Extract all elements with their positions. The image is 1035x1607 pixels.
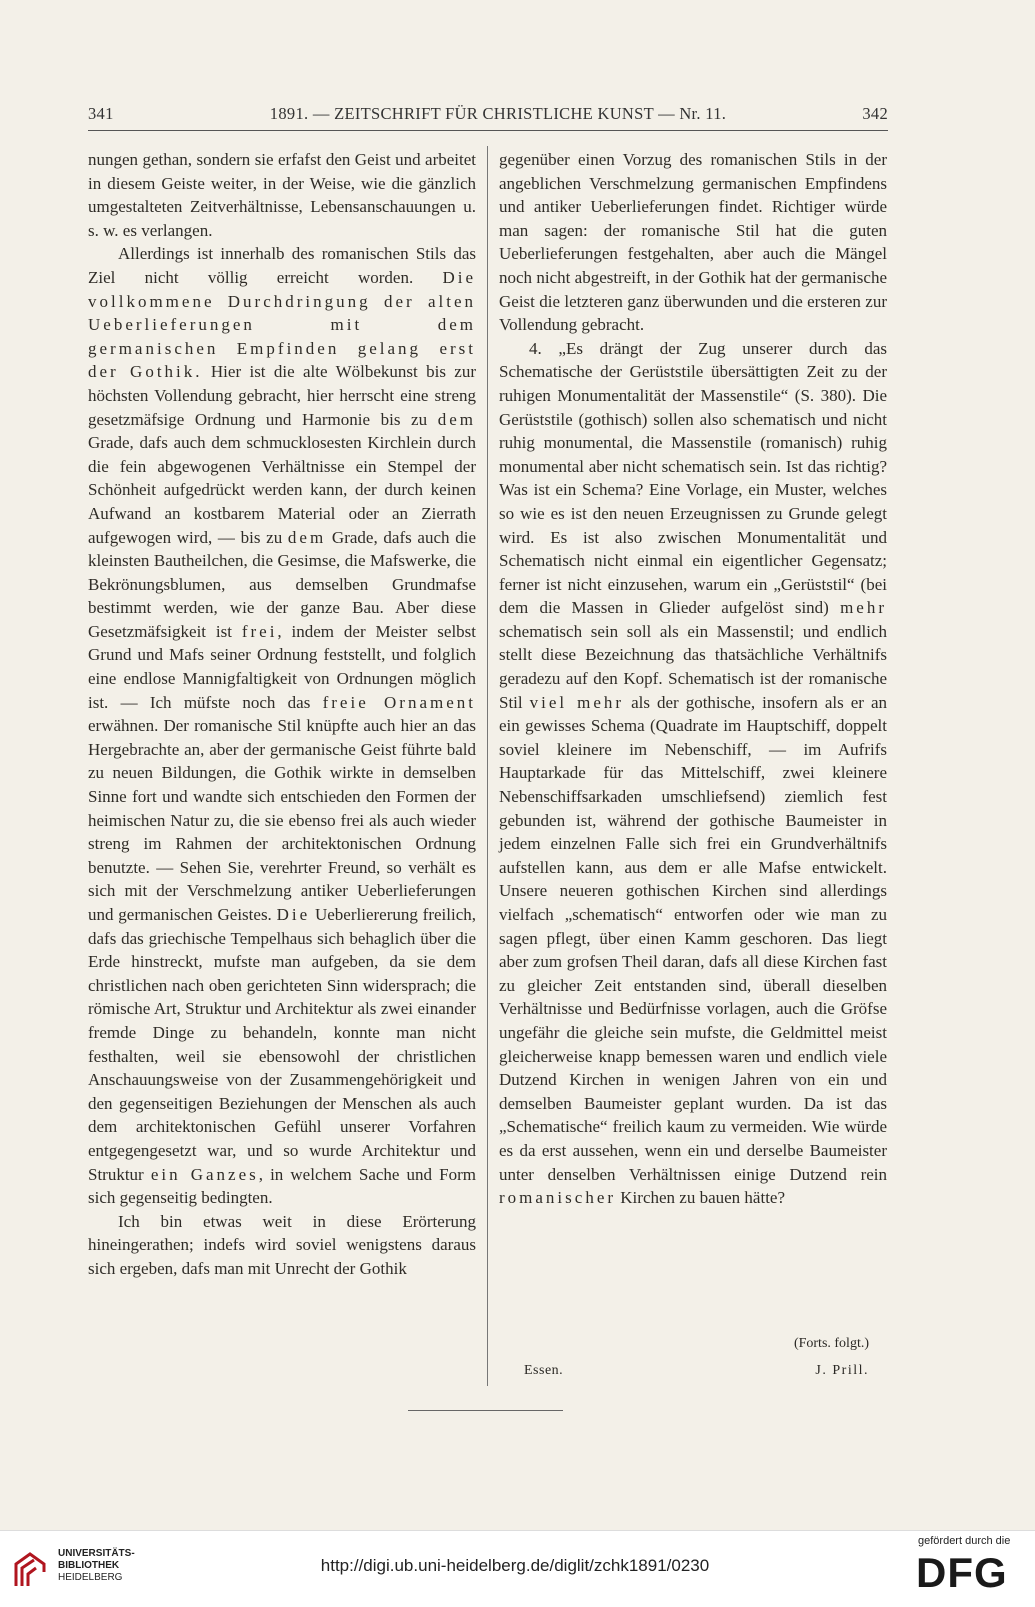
text-run: , in welchem Sache und Form sich gegenseitig bedingten. — [88, 1164, 476, 1208]
permalink-url[interactable]: http://digi.ub.uni-heidelberg.de/diglit/zchk1891/0230 — [320, 1556, 710, 1575]
journal-title: 1891. — ZEITSCHRIFT FÜR CHRISTLICHE KUNST — Nr. 11. — [269, 104, 727, 123]
library-logo-icon[interactable] — [12, 1550, 48, 1590]
spaced-text: romanischer — [499, 1188, 617, 1208]
signature-author: J. Prill. — [815, 1363, 869, 1378]
running-header — [88, 100, 888, 126]
spaced-text: frei — [241, 621, 278, 641]
spaced-text: dem — [287, 527, 327, 547]
continuation-note: (Forts. folgt.) — [793, 1336, 869, 1351]
text-run: 4. „Es drängt der Zug unserer durch das Schematische der Gerüststile übersättigten Zeit zu der ruhigen Monumentalität der Massenstile“ (S. 380). Die Gerüststile (gothisch) sollen also schematisch und nicht ruhig monumental, die Massenstile (romanisch) ruhig monumental aber nicht schematisch sein. Ist das richtig? Was ist ein Schema? Eine Vorlage, ein Muster, welches so wie es ist den neuen Erzeugnissen zu Grunde gelegt wird. Es ist also zwischen Monumentalität und Schematisch nicht einmal ein eigentlicher Gegensatz; ferner ist nicht einzusehen, warum ein „Gerüststil“ (bei dem die Massen in Glieder aufgelöst sind) — [499, 338, 887, 618]
text-run: als der gothische, insofern als er an ein gewisses Schema (Quadrate im Hauptschiff, doppelt soviel kleinere im Nebenschiff, — im Aufrifs Hauptarkade für das Mittelschiff, zwei kleinere Nebenschiffsarkaden umschliefsend) ziemlich fest gebunden ist, während der gothische Baumeister in jedem einzelnen Falle sich frei ein Grundverhältnifs aufstellen kann, aus dem er alle Mafse entwickelt. Unsere neueren gothischen Kirchen sind allerdings vielfach „schematisch“ entworfen oder wie man zu sagen pflegt, über einen Kamm geschoren. Das liegt aber zum grofsen Theil daran, dafs all diese Kirchen fast zu gleicher Zeit entstanden sind, überall dieselben Verhältnisse und Bedürfnisse vorlagen, auch die Gröfse ungefähr die gleiche sein mufste, die Geldmittel meist gleicherweise knapp bemessen waren und endlich viele Dutzend Kirchen in wenigen Jahren von ein und demselben Baumeister geplant wurden. Da ist das „Schematische“ freilich kaum zu vermeiden. Wie würde es da erst aussehen, wenn ein und derselbe Baumeister unter denselben Verhältnissen einige Dutzend rein — [499, 692, 887, 1184]
spaced-text: Die — [276, 905, 311, 924]
text-run: Grade, dafs auch dem schmucklosesten Kirchlein durch die fein abgewogenen Verhältnisse ein Stempel der Schönheit aufgedrückt werden kann, der durch keinen Aufwand an kostbarem Material oder an Zierrath aufgewogen wird, — bis zu — [88, 433, 476, 547]
spaced-text: viel mehr — [529, 692, 625, 712]
page-number-left: 341 — [88, 104, 114, 123]
right-column — [499, 148, 887, 1210]
library-name-line: HEIDELBERG — [58, 1572, 123, 1583]
library-name[interactable] — [58, 1548, 135, 1584]
spaced-text: ein Ganzes — [150, 1164, 259, 1184]
spaced-text: Die vollkommene Durchdringung der alten Ueberlieferungen mit dem germanischen Empfinden gelang erst der Gothik. — [88, 267, 476, 382]
text-run: erwähnen. Der romanische Stil knüpfte auch hier an das Hergebrachte an, aber der germanische Geist führte bald zu neuen Bildungen, die Gothik wirkte in demselben Sinne fort und wandte sich entschieden den Formen der heimischen Natur zu, die sie ebenso frei als auch wieder streng im Rahmen der architektonischen Ordnung benutzte. — Sehen Sie, verehrter Freund, so verhält es sich mit der Verschmelzung antiker Ueberlieferungen und germanischen Geistes. — [88, 716, 476, 924]
paragraph: gegenüber einen Vorzug des romanischen Stils in der angeblichen Verschmelzung germanischen Empfindens und antiker Ueberlieferungen findet. Richtiger würde man sagen: der romanische Stil hat die guten Ueberlieferungen festgehalten, aber auch die Mängel noch nicht abgestreift, in der Gothik hat der germanische Geist die letzteren ganz überwunden und die ersteren zur Vollendung gebracht. — [499, 150, 887, 335]
spaced-text: dem — [437, 409, 476, 429]
column-divider — [487, 146, 488, 1386]
funding-label: gefördert durch die — [918, 1535, 1011, 1547]
text-run: schematisch sein soll als ein Massenstil; und endlich stellt diese Bezeichnung das thatsächliche Verhältnifs geradezu auf den Kopf. Schematisch ist der romanische Stil — [499, 621, 887, 712]
paragraph — [88, 242, 476, 1209]
signature-city: Essen. — [524, 1363, 564, 1378]
text-run: Hier ist die alte Wölbekunst bis zur höchsten Vollendung gebracht, hier herrscht eine streng gesetzmäfsige Ordnung und Harmonie bis zu — [88, 362, 477, 429]
dfg-logo[interactable]: DFG — [916, 1549, 1008, 1596]
spaced-text: mehr — [840, 598, 887, 618]
paragraph: nungen gethan, sondern sie erfafst den Geist und arbeitet in diesem Geiste weiter, in der Weise, wie die gänzlich umgestalteten Zeitverhältnisse, Lebensanschauungen u. s. w. es verlangen. — [88, 150, 476, 240]
text-run: Ueberliererung freilich, dafs das griechische Tempelhaus sich behaglich über die Erde hinstreckt, mufste man aufgeben, da sie dem christlichen nach oben gerichteten Sinn widersprach; die römische Art, Struktur und Architektur als zwei einander fremde Dinge zu behandeln, konnte man nicht festhalten, weil sie ebensowohl der christlichen Anschauungsweise von der Zusammengehörigkeit und den gegenseitigen Beziehungen der Menschen als auch dem architektonischen Gefühl unserer Vorfahren entgegengesetzt war, und so wurde Architektur und Struktur — [88, 905, 476, 1184]
library-name-line: BIBLIOTHEK — [58, 1560, 120, 1571]
text-run: Grade, dafs auch die kleinsten Bautheilchen, die Gesimse, die Mafswerke, die Bekrönungsblumen, aus demselben Grundmafse bestimmt werden, wie der ganze Bau. Aber diese Gesetzmäfsigkeit ist — [88, 527, 476, 641]
text-run: Kirchen zu bauen hätte? — [616, 1188, 786, 1208]
end-rule — [408, 1410, 563, 1411]
library-name-line: UNIVERSITÄTS- — [58, 1548, 135, 1559]
spaced-text: freie Ornament — [322, 692, 476, 712]
text-run: Allerdings ist innerhalb des romanischen Stils das Ziel nicht völlig erreicht worden. — [88, 244, 476, 287]
page-number-right: 342 — [862, 104, 888, 123]
paragraph — [499, 337, 887, 1210]
text-run: , indem der Meister selbst Grund und Mafs seiner Ordnung feststellt, und folglich eine endlose Mannigfaltigkeit von Ordnungen möglich ist. — Ich müfste noch das — [88, 621, 477, 712]
left-column — [88, 148, 476, 1281]
paragraph: Ich bin etwas weit in diese Erörterung hineingerathen; indefs wird soviel wenigstens daraus sich ergeben, dafs man mit Unrecht der Gothik — [88, 1211, 476, 1278]
header-rule — [88, 130, 888, 131]
